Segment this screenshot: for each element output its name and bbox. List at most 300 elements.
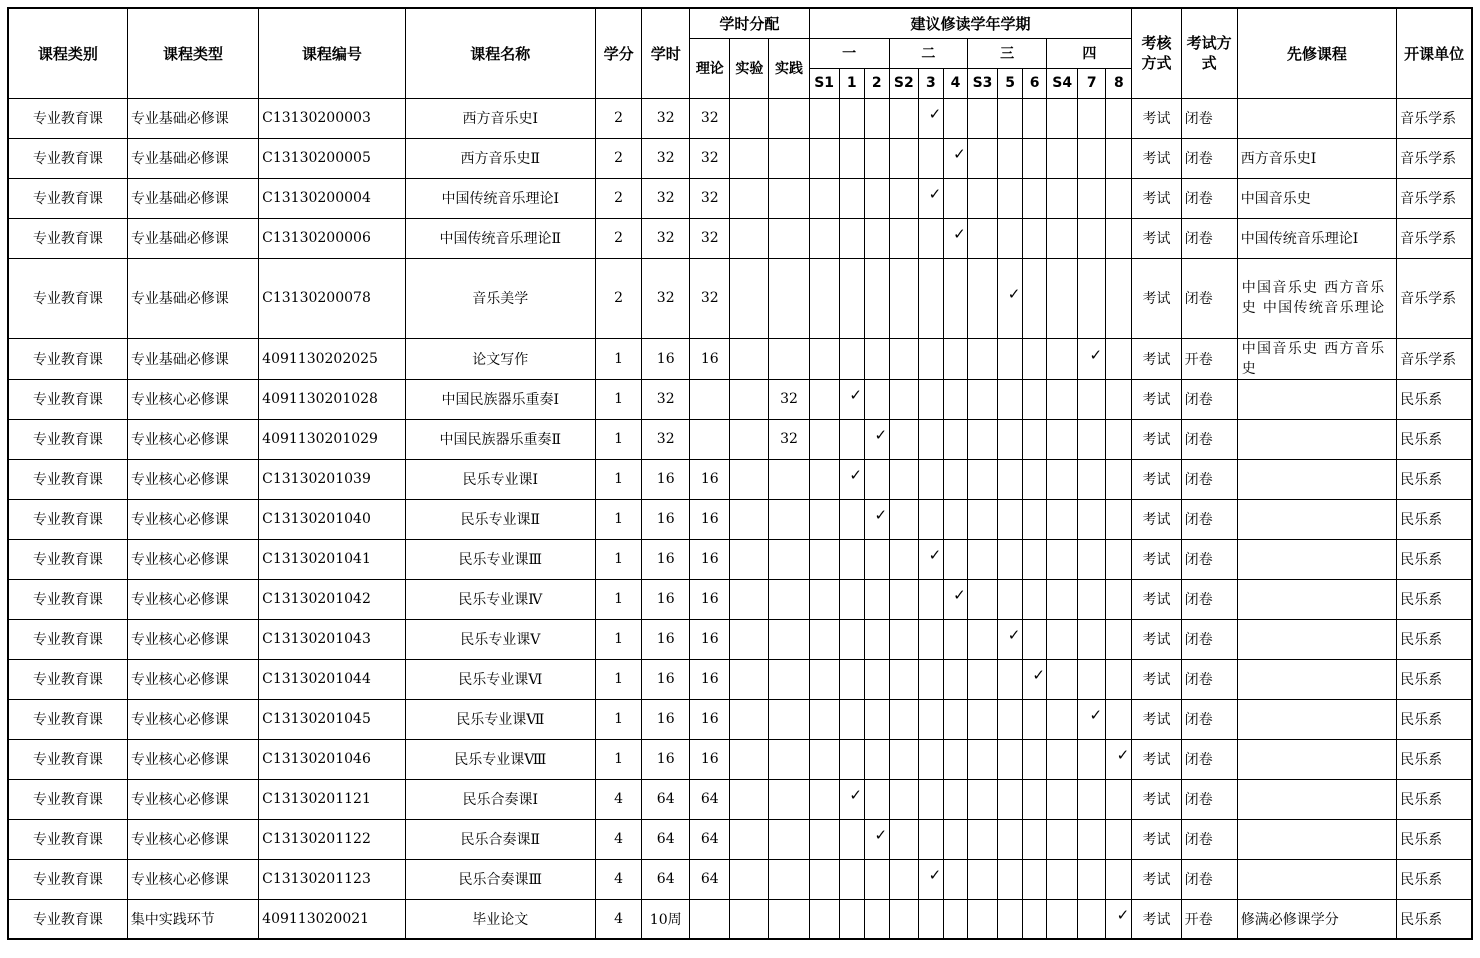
term-cell [864,218,889,258]
term-cell [839,338,864,379]
course-category: 专业教育课 [8,138,127,178]
term-cell [839,739,864,779]
course-dept: 音乐学系 [1397,98,1472,138]
term-cell [1023,779,1047,819]
course-type: 专业核心必修课 [127,419,258,459]
term-cell [889,899,918,939]
term-cell [967,739,997,779]
course-assessment: 考试 [1132,819,1181,859]
course-practice-hours [769,539,809,579]
header-term: S1 [809,68,839,98]
term-cell [809,899,839,939]
course-practice-hours [769,659,809,699]
course-experiment-hours [730,98,769,138]
term-cell [918,419,943,459]
course-hours: 16 [642,579,690,619]
term-cell [839,379,864,419]
term-cell [864,739,889,779]
term-cell [1106,138,1132,178]
course-category: 专业教育课 [8,819,127,859]
term-cell [1023,579,1047,619]
header-theory: 理论 [690,38,730,98]
check-mark-icon: ✓ [1116,905,1130,924]
check-mark-icon: ✓ [953,586,966,604]
term-cell [1078,419,1106,459]
term-cell [1023,699,1047,739]
term-cell [1047,338,1078,379]
course-experiment-hours [730,459,769,499]
term-cell [943,819,967,859]
course-prereq [1237,579,1396,619]
term-cell [889,659,918,699]
course-assessment: 考试 [1132,899,1181,939]
course-assessment: 考试 [1132,218,1181,258]
course-code: C13130200078 [259,258,405,338]
course-hours: 16 [642,699,690,739]
course-prereq [1237,379,1396,419]
course-credit: 4 [596,859,642,899]
course-category: 专业教育课 [8,699,127,739]
term-cell [864,659,889,699]
term-cell [1023,379,1047,419]
term-cell [967,699,997,739]
course-code: C13130201123 [259,859,405,899]
course-assessment: 考试 [1132,579,1181,619]
term-cell [918,899,943,939]
term-cell [967,819,997,859]
course-credit: 2 [596,218,642,258]
table-row [8,178,1472,218]
term-cell [1023,659,1047,699]
course-credit: 1 [596,459,642,499]
course-hours: 16 [642,659,690,699]
term-cell [889,218,918,258]
term-cell [943,338,967,379]
course-dept: 音乐学系 [1397,218,1472,258]
term-cell [889,379,918,419]
term-cell [1106,779,1132,819]
course-practice-hours [769,859,809,899]
check-mark-icon: ✓ [928,546,942,564]
term-cell [998,138,1023,178]
course-dept: 民乐系 [1397,739,1472,779]
term-cell [1023,819,1047,859]
course-exam-mode: 闭卷 [1181,499,1237,539]
course-theory-hours: 64 [690,819,730,859]
term-cell [1078,178,1106,218]
term-cell [1078,138,1106,178]
course-category: 专业教育课 [8,459,127,499]
term-cell [889,779,918,819]
term-cell [809,258,839,338]
course-dept: 民乐系 [1397,699,1472,739]
course-credit: 1 [596,659,642,699]
course-dept: 民乐系 [1397,619,1472,659]
course-assessment: 考试 [1132,659,1181,699]
course-experiment-hours [730,659,769,699]
header-practice: 实践 [769,38,809,98]
course-experiment-hours [730,819,769,859]
course-assessment: 考试 [1132,499,1181,539]
course-hours: 64 [642,779,690,819]
term-cell [1106,178,1132,218]
term-cell [809,178,839,218]
term-cell [1106,459,1132,499]
term-cell [864,859,889,899]
term-cell [839,699,864,739]
term-cell [967,338,997,379]
term-cell [839,899,864,939]
term-cell [889,419,918,459]
table-row [8,338,1472,379]
course-category: 专业教育课 [8,338,127,379]
table-row [8,419,1472,459]
course-name: 中国民族器乐重奏Ⅱ [405,419,596,459]
term-cell [1047,459,1078,499]
check-mark-icon: ✓ [874,426,888,444]
course-experiment-hours [730,619,769,659]
check-mark-icon: ✓ [1007,285,1021,303]
course-assessment: 考试 [1132,539,1181,579]
header-term: 2 [864,68,889,98]
course-theory-hours: 16 [690,499,730,539]
term-cell [998,819,1023,859]
header-experiment: 实验 [730,38,769,98]
check-mark-icon: ✓ [953,145,966,163]
term-cell [889,539,918,579]
course-hours: 32 [642,258,690,338]
course-category: 专业教育课 [8,539,127,579]
course-credit: 1 [596,699,642,739]
course-exam-mode: 闭卷 [1181,739,1237,779]
course-credit: 1 [596,419,642,459]
course-practice-hours [769,258,809,338]
course-experiment-hours [730,178,769,218]
course-category: 专业教育课 [8,218,127,258]
header-term: 7 [1078,68,1106,98]
course-practice-hours [769,899,809,939]
course-theory-hours: 32 [690,218,730,258]
course-experiment-hours [730,138,769,178]
course-exam-mode: 闭卷 [1181,379,1237,419]
course-practice-hours [769,459,809,499]
course-name: 中国民族器乐重奏Ⅰ [405,379,596,419]
check-mark-icon: ✓ [1089,345,1103,364]
term-cell [889,98,918,138]
course-practice-hours [769,499,809,539]
course-assessment: 考试 [1132,338,1181,379]
check-mark-icon: ✓ [849,786,862,804]
course-hours: 16 [642,619,690,659]
course-code: C13130201043 [259,619,405,659]
course-practice-hours [769,579,809,619]
course-credit: 2 [596,98,642,138]
course-credit: 2 [596,138,642,178]
course-hours: 16 [642,739,690,779]
course-theory-hours [690,419,730,459]
course-name: 民乐专业课Ⅴ [405,619,596,659]
header-code: 课程编号 [259,8,405,98]
course-name: 民乐合奏课Ⅰ [405,779,596,819]
course-exam-mode: 闭卷 [1181,859,1237,899]
term-cell [943,619,967,659]
course-code: C13130200006 [259,218,405,258]
course-category: 专业教育课 [8,859,127,899]
course-category: 专业教育课 [8,579,127,619]
term-cell [889,258,918,338]
term-cell [1047,859,1078,899]
term-cell [1078,579,1106,619]
course-practice-hours: 32 [769,379,809,419]
header-hours: 学时 [642,8,690,98]
term-cell [943,739,967,779]
term-cell [967,138,997,178]
term-cell [809,338,839,379]
header-term: 3 [918,68,943,98]
term-cell [864,819,889,859]
term-cell [809,539,839,579]
term-cell [998,379,1023,419]
term-cell [1106,699,1132,739]
table-row [8,659,1472,699]
course-credit: 1 [596,579,642,619]
course-code: C13130201044 [259,659,405,699]
term-cell [998,579,1023,619]
header-year-2: 二 [889,38,967,68]
term-cell [1106,619,1132,659]
term-cell [809,699,839,739]
header-assessment-text: 考核方式 [1141,34,1172,73]
course-practice-hours [769,619,809,659]
course-hours: 16 [642,459,690,499]
course-code: C13130201042 [259,579,405,619]
term-cell [839,138,864,178]
term-cell [889,499,918,539]
course-credit: 1 [596,499,642,539]
course-type: 专业核心必修课 [127,539,258,579]
term-cell [864,419,889,459]
course-credit: 4 [596,899,642,939]
term-cell [918,579,943,619]
term-cell [998,459,1023,499]
course-exam-mode: 闭卷 [1181,779,1237,819]
term-cell [1047,699,1078,739]
course-experiment-hours [730,579,769,619]
term-cell [839,178,864,218]
course-prereq: 中国音乐史 西方音乐史 中国传统音乐理论 [1237,258,1396,338]
table-row [8,379,1472,419]
term-cell [889,859,918,899]
course-plan-document [7,7,1473,940]
term-cell [1106,859,1132,899]
check-mark-icon: ✓ [1116,746,1130,764]
term-cell [943,699,967,739]
course-exam-mode: 闭卷 [1181,659,1237,699]
term-cell [1023,899,1047,939]
term-cell [918,739,943,779]
term-cell [809,379,839,419]
term-cell [967,258,997,338]
term-cell [998,899,1023,939]
term-cell [1106,419,1132,459]
term-cell [839,258,864,338]
term-cell [967,379,997,419]
term-cell [918,659,943,699]
table-row [8,579,1472,619]
header-dept: 开课单位 [1397,8,1472,98]
term-cell [1106,98,1132,138]
course-credit: 2 [596,258,642,338]
header-row-1 [8,8,1472,38]
course-dept: 民乐系 [1397,779,1472,819]
term-cell [1023,499,1047,539]
header-term: 5 [998,68,1023,98]
term-cell [918,258,943,338]
term-cell [967,619,997,659]
term-cell [967,459,997,499]
course-prereq: 中国传统音乐理论Ⅰ [1237,218,1396,258]
header-term: S3 [967,68,997,98]
course-type: 专业核心必修课 [127,619,258,659]
term-cell [1078,218,1106,258]
course-exam-mode: 闭卷 [1181,419,1237,459]
term-cell [809,659,839,699]
term-cell [809,218,839,258]
course-prereq: 中国音乐史 [1237,178,1396,218]
course-prereq: 中国音乐史 西方音乐史 [1237,338,1396,379]
term-cell [943,459,967,499]
course-exam-mode: 闭卷 [1181,579,1237,619]
course-experiment-hours [730,218,769,258]
term-cell [1023,178,1047,218]
course-code: C13130201046 [259,739,405,779]
course-experiment-hours [730,899,769,939]
table-row [8,138,1472,178]
term-cell [918,699,943,739]
term-cell [889,619,918,659]
term-cell [864,899,889,939]
check-mark-icon: ✓ [849,386,862,404]
term-cell [839,659,864,699]
course-type: 专业核心必修课 [127,699,258,739]
term-cell [1078,899,1106,939]
course-type: 专业核心必修课 [127,739,258,779]
term-cell [943,659,967,699]
term-cell [967,579,997,619]
course-dept: 民乐系 [1397,459,1472,499]
course-assessment: 考试 [1132,699,1181,739]
course-prereq [1237,819,1396,859]
term-cell [1078,859,1106,899]
course-category: 专业教育课 [8,659,127,699]
header-year-4: 四 [1047,38,1132,68]
term-cell [889,739,918,779]
check-mark-icon: ✓ [928,185,942,203]
course-dept: 音乐学系 [1397,258,1472,338]
term-cell [1106,899,1132,939]
term-cell [1106,379,1132,419]
term-cell [809,579,839,619]
term-cell [998,338,1023,379]
course-prereq [1237,539,1396,579]
term-cell [1106,819,1132,859]
course-code: C13130200004 [259,178,405,218]
term-cell [864,379,889,419]
term-cell [998,859,1023,899]
course-name: 毕业论文 [405,899,596,939]
course-prereq [1237,739,1396,779]
course-practice-hours [769,98,809,138]
course-credit: 1 [596,619,642,659]
course-credit: 1 [596,379,642,419]
header-term: 1 [839,68,864,98]
course-hours: 16 [642,539,690,579]
check-mark-icon: ✓ [849,466,862,484]
header-term: 4 [943,68,967,98]
course-hours: 32 [642,98,690,138]
course-type: 专业核心必修课 [127,459,258,499]
term-cell [967,178,997,218]
term-cell [1023,258,1047,338]
header-name: 课程名称 [405,8,596,98]
course-theory-hours: 64 [690,859,730,899]
term-cell [1078,459,1106,499]
course-theory-hours: 64 [690,779,730,819]
term-cell [1078,379,1106,419]
course-category: 专业教育课 [8,258,127,338]
course-name: 民乐合奏课Ⅱ [405,819,596,859]
term-cell [1023,338,1047,379]
course-type: 专业核心必修课 [127,579,258,619]
course-theory-hours: 16 [690,699,730,739]
term-cell [839,539,864,579]
course-assessment: 考试 [1132,419,1181,459]
course-category: 专业教育课 [8,899,127,939]
table-row [8,819,1472,859]
course-code: C13130201040 [259,499,405,539]
course-dept: 民乐系 [1397,899,1472,939]
term-cell [998,659,1023,699]
term-cell [998,218,1023,258]
term-cell [809,859,839,899]
course-exam-mode: 闭卷 [1181,539,1237,579]
term-cell [864,178,889,218]
course-exam-mode: 闭卷 [1181,258,1237,338]
course-exam-mode: 闭卷 [1181,98,1237,138]
term-cell [918,178,943,218]
term-cell [998,779,1023,819]
term-cell [809,98,839,138]
term-cell [943,779,967,819]
term-cell [998,499,1023,539]
table-row [8,258,1472,338]
term-cell [864,779,889,819]
table-row [8,218,1472,258]
course-dept: 音乐学系 [1397,338,1472,379]
course-practice-hours [769,779,809,819]
course-type: 专业基础必修课 [127,258,258,338]
term-cell [918,379,943,419]
term-cell [998,98,1023,138]
course-assessment: 考试 [1132,459,1181,499]
course-practice-hours [769,739,809,779]
course-dept: 民乐系 [1397,499,1472,539]
course-prereq [1237,859,1396,899]
header-exam-mode-text: 考试方式 [1186,34,1232,73]
term-cell [967,779,997,819]
course-experiment-hours [730,379,769,419]
course-prereq [1237,499,1396,539]
